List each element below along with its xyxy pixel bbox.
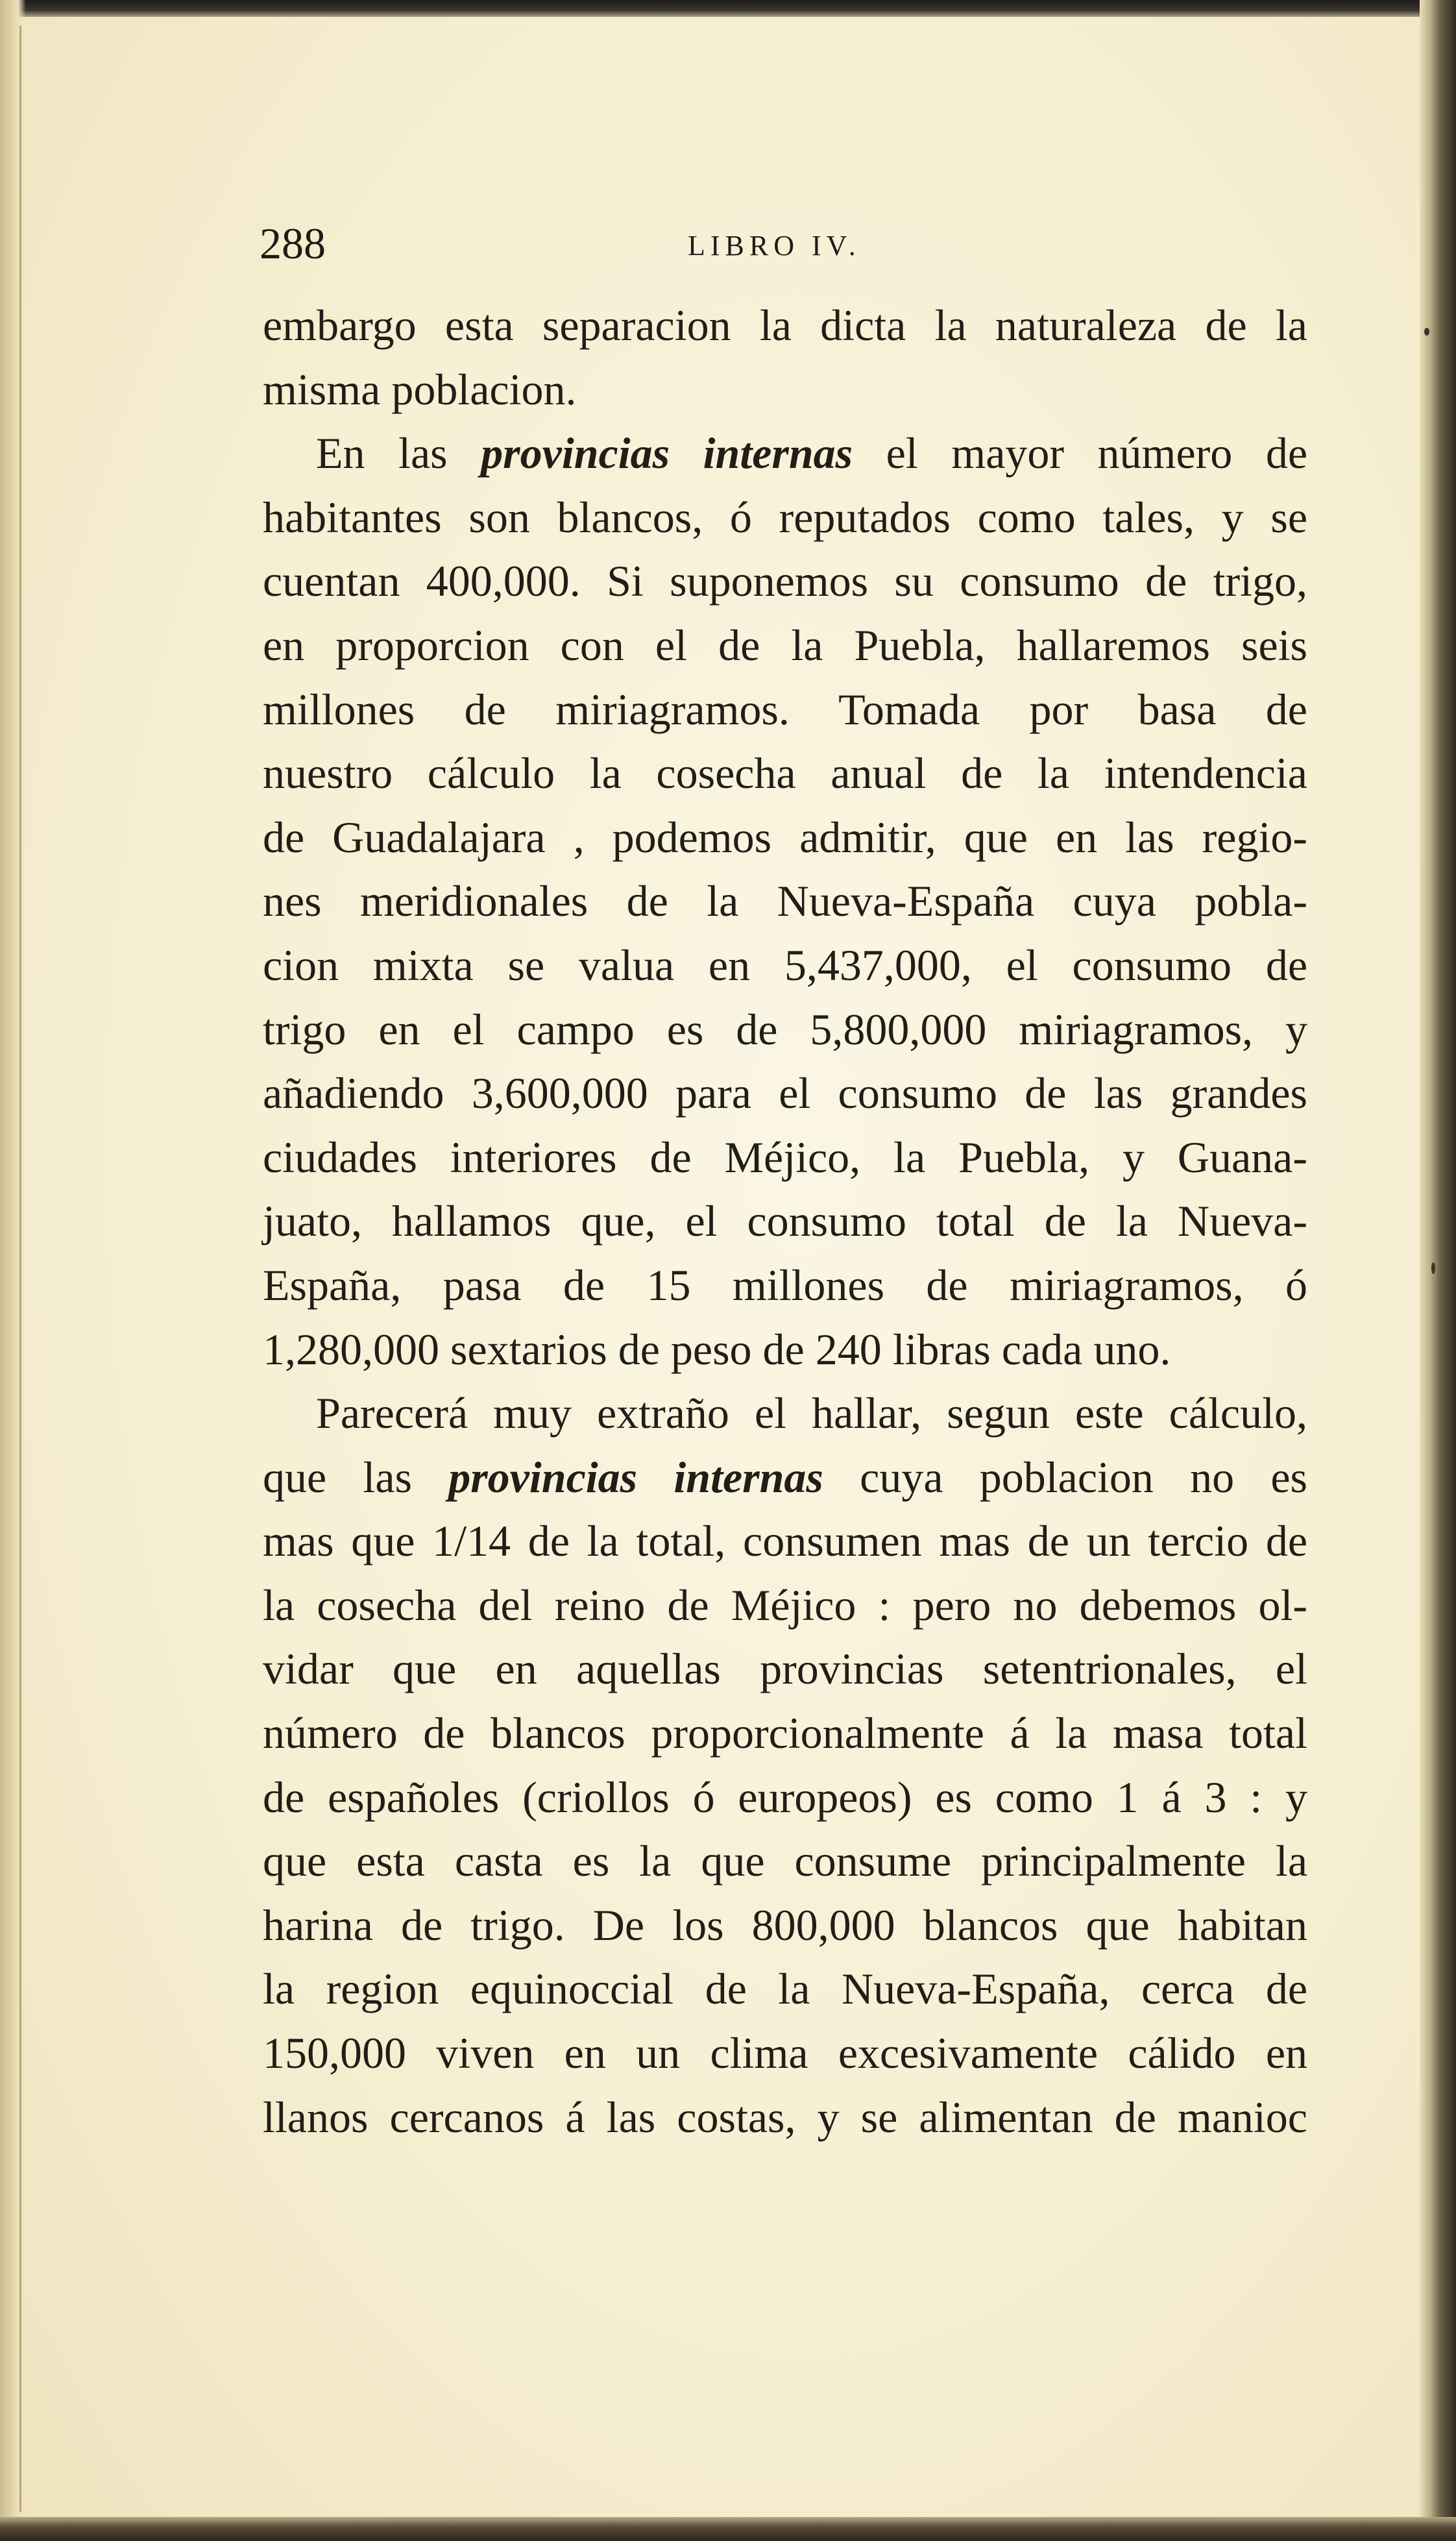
text-line: nes meridionales de la Nueva-España cuya pobla-: [263, 876, 1307, 926]
ink-speck: [1424, 328, 1429, 336]
text-line: [263, 1445, 1307, 1510]
text-segment: En las: [316, 428, 481, 478]
ink-speck: [1431, 1262, 1435, 1274]
text-line: de españoles (criollos ó europeos) es como 1 á 3 : y: [263, 1772, 1307, 1822]
text-line: trigo en el campo es de 5,800,000 miriagramos, y: [263, 1004, 1307, 1054]
text-line: millones de miriagramos. Tomada por basa de: [263, 684, 1307, 734]
text-line: cuentan 400,000. Si suponemos su consumo de trigo,: [263, 556, 1307, 606]
text-line: ciudades interiores de Méjico, la Puebla, y Guana-: [263, 1132, 1307, 1182]
page-right-edge: [1420, 0, 1456, 2541]
italic-term: provincias internas: [448, 1452, 823, 1502]
text-line: mas que 1/14 de la total, consumen mas de un tercio de: [263, 1516, 1307, 1566]
text-line: 150,000 viven en un clima excesivamente cálido en: [263, 2028, 1307, 2078]
text-line: cion mixta se valua en 5,437,000, el consumo de: [263, 940, 1307, 990]
text-segment: que las: [263, 1452, 449, 1502]
text-line: habitantes son blancos, ó reputados como tales, y se: [263, 492, 1307, 542]
text-line: embargo esta separacion la dicta la naturaleza de la: [263, 301, 1307, 350]
text-line: en proporcion con el de la Puebla, hallaremos seis: [263, 620, 1307, 670]
text-line: de Guadalajara , podemos admitir, que en las regio-: [263, 812, 1307, 862]
text-line: vidar que en aquellas provincias setentrionales, el: [263, 1644, 1307, 1694]
text-line: 1,280,000 sextarios de peso de 240 libras cada uno.: [263, 1324, 1171, 1374]
italic-term: provincias internas: [481, 428, 853, 478]
text-segment: el mayor número de: [853, 428, 1308, 478]
running-head: LIBRO IV.: [688, 230, 861, 262]
binding-line: [19, 26, 21, 2512]
text-line: misma poblacion.: [263, 364, 577, 414]
page-bottom-edge: [0, 2517, 1456, 2541]
page-top-edge: [0, 0, 1456, 17]
text-line: número de blancos proporcionalmente á la masa total: [263, 1708, 1307, 1758]
body-text: [263, 293, 1307, 2149]
page-number: 288: [260, 219, 326, 268]
running-header: [260, 214, 1311, 273]
text-line: Parecerá muy extraño el hallar, segun este cálculo,: [316, 1388, 1307, 1438]
text-line: la region equinoccial de la Nueva-España, cerca de: [263, 1964, 1307, 2014]
text-line: llanos cercanos á las costas, y se alimentan de manioc: [263, 2092, 1307, 2142]
text-line: harina de trigo. De los 800,000 blancos que habitan: [263, 1900, 1307, 1950]
text-line: añadiendo 3,600,000 para el consumo de las grandes: [263, 1068, 1307, 1118]
text-line: la cosecha del reino de Méjico : pero no debemos ol-: [263, 1580, 1307, 1630]
text-line: nuestro cálculo la cosecha anual de la intendencia: [263, 748, 1307, 798]
text-line: [263, 421, 1307, 485]
text-segment: cuya poblacion no es: [823, 1452, 1308, 1502]
page-left-edge: [0, 0, 26, 2541]
text-line: España, pasa de 15 millones de miriagramos, ó: [263, 1260, 1307, 1310]
text-line: juato, hallamos que, el consumo total de la Nueva-: [263, 1196, 1307, 1246]
text-line: que esta casta es la que consume principalmente la: [263, 1836, 1307, 1886]
